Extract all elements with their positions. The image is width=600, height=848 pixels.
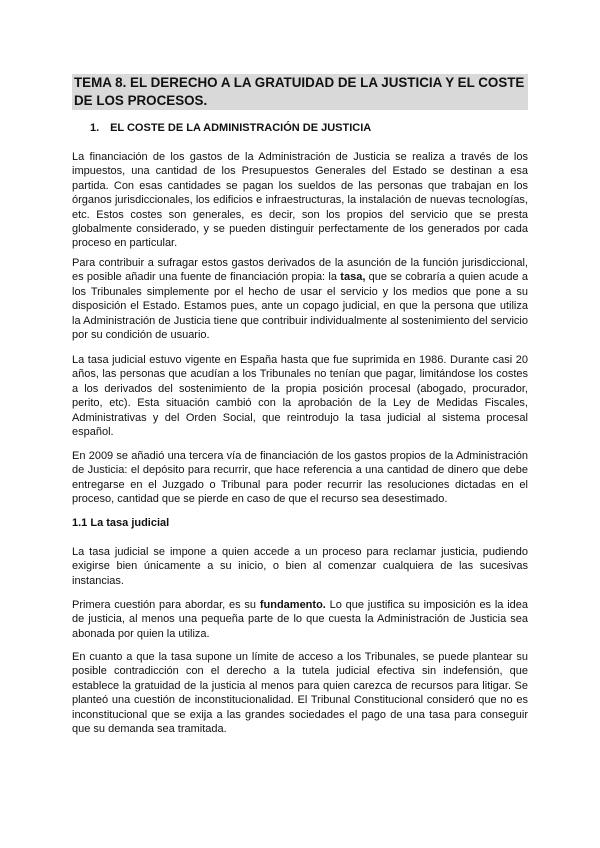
paragraph-6-text-a: Primera cuestión para abordar, es su [72, 599, 260, 611]
paragraph-2-text-b: que se cobraría a quien acude a los Tribunales simplemente por el hecho de usar el servicio y los medios que pone a su disposición el Estado. Estamos pues, ante un copago judicial, en que la persona que utiliza la Administración de Justicia tiene que contribuir individualmente al sostenimiento del servicio por su condición de usuario. [72, 271, 528, 342]
paragraph-6-bold: fundamento. [259, 599, 326, 611]
paragraph-1: La financiación de los gastos de la Administración de Justicia se realiza a través de los impuestos, una cantidad de los Presupuestos Generales del Estado se destinan a esa partida. Con esas cantidades se pagan los sueldos de las personas que trabajan en los órganos jurisdiccionales, los edificios e infraestructuras, la instalación de nuevas tecnologías, etc. Estos costes son generales, es decir, son los propios del servicio que se presta globalmente considerado, y se pueden distinguir perfectamente de los generados por cada proceso en particular. [72, 151, 528, 250]
section-title: EL COSTE DE LA ADMINISTRACIÓN DE JUSTICIA [110, 122, 372, 134]
paragraph-6 [72, 598, 528, 641]
paragraph-7: En cuanto a que la tasa supone un límite de acceso a los Tribunales, se puede plantear su posible contradicción con el derecho a la tutela judicial efectiva sin indefensión, que establece la gratuidad de la justicia al menos para quien carezca de recursos para litigar. Se planteó una cuestión de inconstitucionalidad. El Tribunal Constitucional consideró que no es inconstitucional que se exija a las grandes sociedades el pago de una tasa para conseguir que su demanda sea tramitada. [72, 651, 528, 736]
paragraph-5: La tasa judicial se impone a quien accede a un proceso para reclamar justicia, pudiendo exigirse bien únicamente a su inicio, o bien al comenzar cualquiera de las sucesivas instancias. [72, 546, 528, 587]
paragraph-3: La tasa judicial estuvo vigente en España hasta que fue suprimida en 1986. Durante casi 20 años, las personas que acudían a los Tribunales no tenían que pagar, limitándose los costes a los derivados del sostenimiento de la propia posición procesal (abogado, procurador, perito, etc). Esta situación cambió con la aprobación de la Ley de Medidas Fiscales, Administrativas y del Orden Social, que reintrodujo la tasa judicial al sistema procesal español. [72, 354, 528, 439]
document-title: TEMA 8. EL DERECHO A LA GRATUIDAD DE LA JUSTICIA Y EL COSTE DE LOS PROCESOS. [72, 74, 528, 110]
paragraph-4: En 2009 se añadió una tercera vía de financiación de los gastos propios de la Administración de Justicia: el depósito para recurrir, que hace referencia a una cantidad de dinero que debe entregarse en el Juzgado o Tribunal para poder recurrir las resoluciones dictadas en el proceso, cantidad que se pierde en caso de que el recurso sea desestimado. [72, 450, 528, 506]
paragraph-6-text-b: Lo que justifica su imposición es la idea de justicia, al menos una pequeña parte de lo que cuesta la Administración de Justicia sea abonada por quien la utiliza. [72, 599, 528, 640]
section-number: 1. [90, 122, 100, 134]
subsection-heading: 1.1 La tasa judicial [72, 517, 170, 529]
paragraph-2-bold: tasa, [340, 271, 366, 284]
paragraph-2 [72, 256, 528, 342]
paragraph-2-text-a: Para contribuir a sufragar estos gastos derivados de la asunción de la función jurisdiccional, es posible añadir una fuente de financiación propia: la [72, 257, 528, 284]
section-heading [90, 122, 371, 134]
